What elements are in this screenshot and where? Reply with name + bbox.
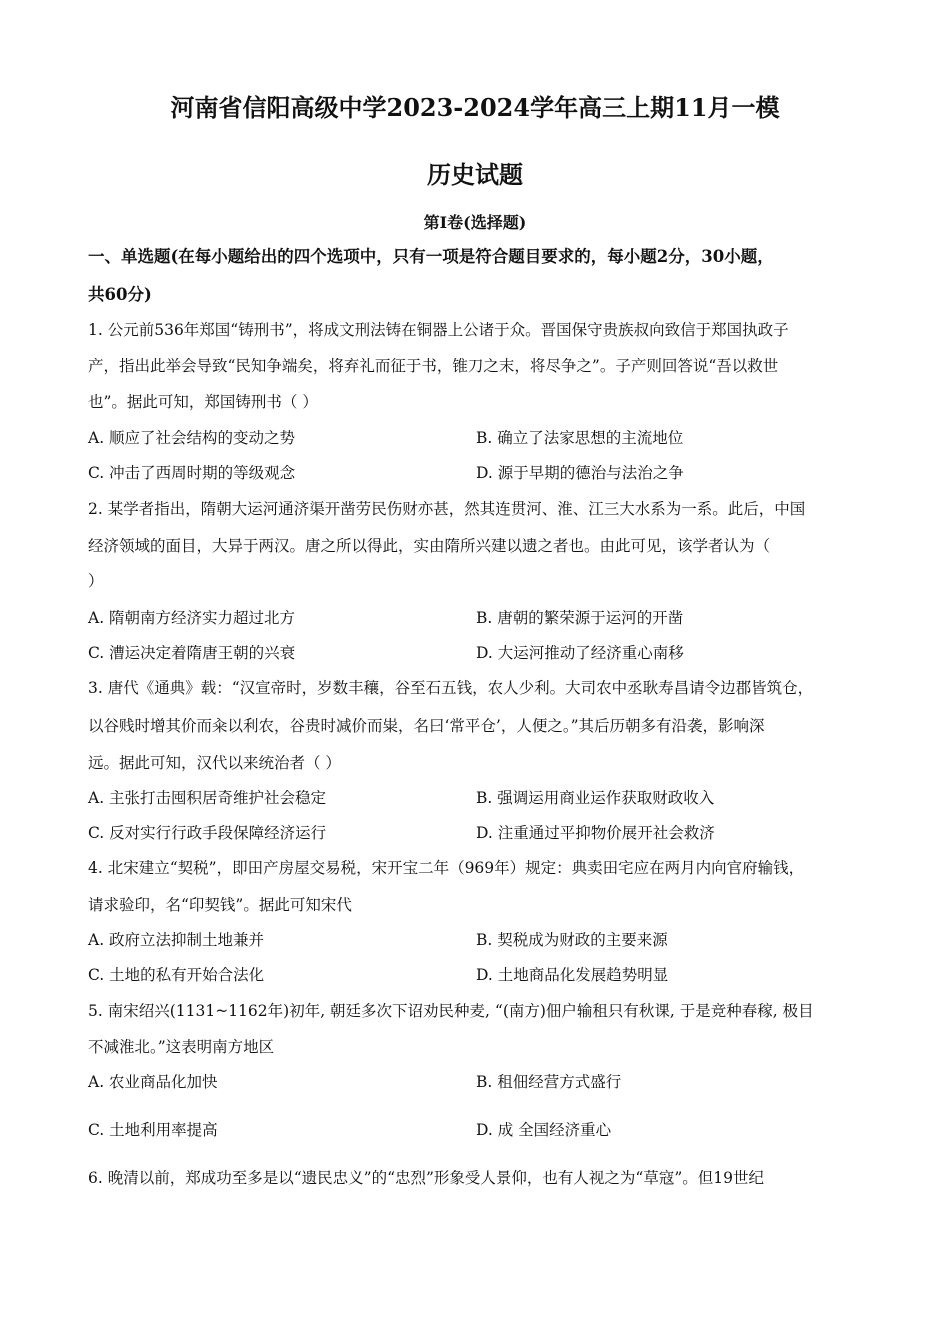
section-heading-line1: 一、单选题(在每小题给出的四个选项中，只有一项是符合题目要求的，每小题2分，30小题， bbox=[88, 247, 774, 266]
question-2-line-3: ） bbox=[88, 572, 104, 590]
section-heading-line2: 共60分) bbox=[88, 285, 152, 304]
question-4-option-b: B. 契税成为财政的主要来源 bbox=[476, 931, 668, 949]
question-1-option-c: C. 冲击了西周时期的等级观念 bbox=[88, 464, 296, 482]
question-5-option-b: B. 租佃经营方式盛行 bbox=[476, 1073, 622, 1091]
question-2-option-b: B. 唐朝的繁荣源于运河的开凿 bbox=[476, 609, 684, 627]
question-4-line-2: 请求验印，名“印契钱”。据此可知宋代 bbox=[88, 896, 352, 914]
question-3-option-d: D. 注重通过平抑物价展开社会救济 bbox=[476, 824, 715, 842]
volume-title: 第Ⅰ卷(选择题) bbox=[423, 213, 527, 232]
subject-title: 历史试题 bbox=[427, 160, 523, 189]
question-3-line-2: 以谷贱时增其价而籴以利农，谷贵时减价而粜，名曰‘常平仓’，人便之。”其后历朝多有沿袭，影响深 bbox=[88, 717, 765, 735]
question-2-option-a: A. 隋朝南方经济实力超过北方 bbox=[88, 609, 296, 627]
question-2-line-2: 经济领域的面目，大异于两汉。唐之所以得此，实由隋所兴建以遗之者也。由此可见，该学者认为（ bbox=[88, 537, 771, 555]
question-1-line-2: 产，指出此举会导致“民知争端矣，将弃礼而征于书，锥刀之末，将尽争之”。子产则回答说“吾以救世 bbox=[88, 357, 779, 375]
question-4-option-d: D. 土地商品化发展趋势明显 bbox=[476, 966, 669, 984]
question-5-option-a: A. 农业商品化加快 bbox=[88, 1073, 218, 1091]
question-1-option-b: B. 确立了法家思想的主流地位 bbox=[476, 429, 684, 447]
question-1-line-3: 也”。据此可知，郑国铸刑书（ ） bbox=[88, 393, 318, 411]
question-2-option-d: D. 大运河推动了经济重心南移 bbox=[476, 644, 684, 662]
question-4-option-a: A. 政府立法抑制土地兼并 bbox=[88, 931, 265, 949]
question-1-option-d: D. 源于早期的德治与法治之争 bbox=[476, 464, 684, 482]
question-4-line-1: 4. 北宋建立“契税”，即田产房屋交易税，宋开宝二年（969年）规定：典卖田宅应在两月内向官府输钱， bbox=[88, 859, 805, 877]
question-1-line-1: 1. 公元前536年郑国“铸刑书”，将成文刑法铸在铜器上公诸于众。晋国保守贵族叔向致信于郑国执政子 bbox=[88, 321, 789, 339]
question-3-line-1: 3. 唐代《通典》载：“汉宣帝时，岁数丰穰，谷至石五钱，农人少利。大司农中丞耿寿昌请令边郡皆筑仓， bbox=[88, 679, 814, 697]
question-2-line-1: 2. 某学者指出，隋朝大运河通济渠开凿劳民伤财亦甚，然其连贯河、淮、江三大水系为一系。此后，中国 bbox=[88, 500, 806, 518]
question-6-line-1: 6. 晚清以前，郑成功至多是以“遗民忠义”的“忠烈”形象受人景仰，也有人视之为“草寇”。但19世纪 bbox=[88, 1169, 764, 1187]
question-4-option-c: C. 土地的私有开始合法化 bbox=[88, 966, 265, 984]
question-5-line-1: 5. 南宋绍兴(1131~1162年)初年, 朝廷多次下诏劝民种麦, “(南方)佃户输租只有秋课, 于是竞种春稼, 极目 bbox=[88, 1002, 814, 1020]
question-3-line-3: 远。据此可知，汉代以来统治者（ ） bbox=[88, 754, 341, 772]
question-3-option-c: C. 反对实行行政手段保障经济运行 bbox=[88, 824, 327, 842]
question-3-option-a: A. 主张打击囤积居奇维护社会稳定 bbox=[88, 789, 327, 807]
exam-title: 河南省信阳高级中学2023-2024学年高三上期11月一模 bbox=[170, 93, 780, 122]
question-5-option-c: C. 土地利用率提高 bbox=[88, 1121, 218, 1139]
question-5-option-d: D. 成 全国经济重心 bbox=[476, 1121, 612, 1139]
question-5-line-2: 不减淮北。”这表明南方地区 bbox=[88, 1038, 275, 1056]
question-2-option-c: C. 漕运决定着隋唐王朝的兴衰 bbox=[88, 644, 296, 662]
question-3-option-b: B. 强调运用商业运作获取财政收入 bbox=[476, 789, 715, 807]
question-1-option-a: A. 顺应了社会结构的变动之势 bbox=[88, 429, 296, 447]
